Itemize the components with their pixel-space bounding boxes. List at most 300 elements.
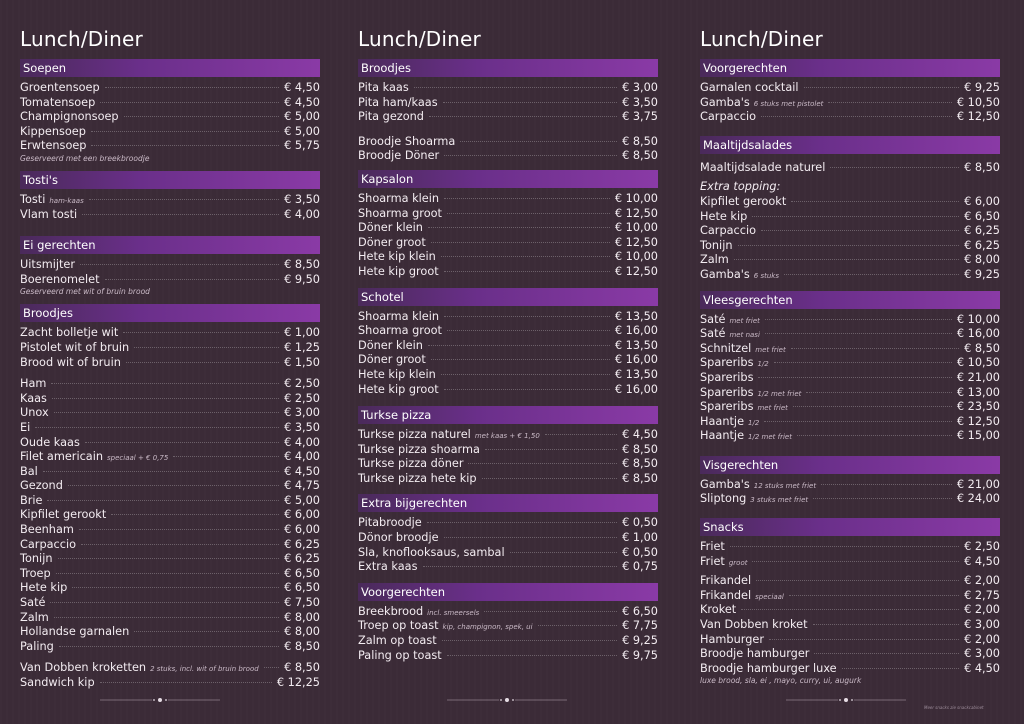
menu-items <box>358 81 658 125</box>
dot-leader <box>468 463 617 464</box>
menu-column-1 <box>20 0 320 691</box>
item-note: met friet <box>729 316 760 325</box>
dot-leader <box>538 625 618 626</box>
item-price: € 10,00 <box>614 221 658 235</box>
menu-column-2 <box>358 0 658 663</box>
menu-items <box>700 574 1000 676</box>
menu-item <box>20 523 320 538</box>
dot-leader <box>444 155 617 156</box>
section-header: Tosti's <box>20 171 320 189</box>
section-note: luxe brood, sla, ei , mayo, curry, ui, augurk <box>700 676 862 686</box>
item-name: Sandwich kip <box>20 676 95 689</box>
item-price: € 10,50 <box>956 356 1000 370</box>
item-price: € 3,00 <box>964 618 1000 632</box>
menu-item <box>20 596 320 611</box>
item-price: € 10,00 <box>614 191 658 205</box>
item-price: € 10,00 <box>614 250 658 264</box>
item-price: € 6,00 <box>284 523 320 537</box>
dot-leader <box>828 102 952 103</box>
item-price: € 12,50 <box>614 206 658 220</box>
item-name: Zalm <box>700 253 729 267</box>
item-note: met kaas + € 1,50 <box>474 432 540 441</box>
dot-leader <box>82 214 279 215</box>
dot-leader <box>443 102 617 103</box>
section-header: Voorgerechten <box>700 59 1000 77</box>
menu-items <box>358 428 658 486</box>
ornament-divider <box>786 697 906 703</box>
item-price: € 1,25 <box>284 340 320 354</box>
dot-leader <box>35 427 279 428</box>
item-name: Groentensoep <box>20 81 100 94</box>
dot-leader <box>460 141 617 142</box>
item-name: Ham <box>20 377 47 391</box>
item-price: € 8,00 <box>284 625 320 639</box>
item-price: € 6,00 <box>964 194 1000 208</box>
item-name: Döner groot <box>358 353 426 367</box>
item-price: € 8,50 <box>284 258 320 272</box>
dot-leader <box>444 389 610 390</box>
item-price: € 6,50 <box>284 566 320 580</box>
section-note: Geserveerd met wit of bruin brood <box>20 287 150 297</box>
menu-item <box>20 508 320 523</box>
menu-item <box>700 161 1000 176</box>
menu-item <box>358 546 658 561</box>
item-price: € 21,00 <box>956 370 1000 384</box>
menu-items <box>700 540 1000 569</box>
menu-item <box>20 341 320 356</box>
dot-leader <box>444 316 610 317</box>
item-price: € 3,00 <box>964 647 1000 661</box>
dot-leader <box>758 377 951 378</box>
menu-items <box>20 377 320 654</box>
dot-leader <box>80 264 279 265</box>
item-price: € 4,50 <box>284 81 320 94</box>
item-price: € 1,00 <box>622 531 658 545</box>
item-price: € 2,00 <box>964 603 1000 617</box>
dot-leader <box>482 478 617 479</box>
dot-leader <box>427 522 617 523</box>
menu-item <box>700 195 1000 210</box>
dot-leader <box>126 362 279 363</box>
item-price: € 7,75 <box>622 619 658 633</box>
dot-leader <box>85 442 279 443</box>
item-name: Ei <box>20 420 31 434</box>
item-name: Döner klein <box>358 221 423 235</box>
item-name: Uitsmijter <box>20 258 76 272</box>
menu-item <box>358 368 658 383</box>
menu-item <box>358 110 658 125</box>
item-price: € 6,25 <box>964 224 1000 238</box>
menu-item <box>358 250 658 265</box>
item-name: Hollandse garnalen <box>20 625 130 639</box>
menu-items <box>700 161 1000 176</box>
dot-leader <box>765 333 952 334</box>
menu-item <box>700 313 1000 328</box>
item-price: € 5,00 <box>284 493 320 507</box>
item-price: € 3,50 <box>622 95 658 109</box>
dot-leader <box>56 573 279 574</box>
item-price: € 8,00 <box>284 610 320 624</box>
item-name: Zalm <box>20 610 49 624</box>
item-price: € 15,00 <box>956 429 1000 443</box>
menu-item <box>700 540 1000 555</box>
item-name: Kipfilet gerookt <box>700 194 787 208</box>
dot-leader <box>484 611 617 612</box>
item-note: groot <box>728 558 748 567</box>
item-name: Bal <box>20 464 38 478</box>
dot-leader <box>429 116 617 117</box>
menu-items <box>20 81 320 154</box>
dot-leader <box>47 500 279 501</box>
menu-items <box>20 193 320 222</box>
section-vleesgerechten <box>700 291 1000 444</box>
item-price: € 8,50 <box>964 341 1000 355</box>
item-name: Haantje <box>700 429 745 443</box>
item-name: Kippensoep <box>20 124 86 138</box>
item-price: € 9,75 <box>622 648 658 662</box>
menu-item <box>20 273 320 288</box>
dot-leader <box>756 580 959 581</box>
dot-leader <box>804 87 960 88</box>
item-name: Kaas <box>20 391 47 405</box>
dot-leader <box>431 359 610 360</box>
item-price: € 4,50 <box>622 428 658 442</box>
item-name: Unox <box>20 406 49 420</box>
menu-item <box>358 353 658 368</box>
item-name: Paling <box>20 639 54 653</box>
dot-leader <box>830 167 959 168</box>
item-price: € 13,00 <box>956 385 1000 399</box>
dot-leader <box>50 602 279 603</box>
item-name: Oude kaas <box>20 435 80 449</box>
item-name: Extra kaas <box>358 560 418 574</box>
dot-leader <box>741 609 959 610</box>
section-kapsalon <box>358 170 658 280</box>
menu-item <box>358 324 658 339</box>
menu-item <box>700 327 1000 342</box>
dot-leader <box>54 617 279 618</box>
menu-item <box>700 574 1000 589</box>
dot-leader <box>764 421 952 422</box>
menu-item <box>20 479 320 494</box>
section-broodjes-2 <box>358 59 658 164</box>
menu-item <box>358 443 658 458</box>
item-note: 6 stuks met pistolet <box>753 99 824 108</box>
item-name: Döner groot <box>358 235 426 249</box>
item-name: Saté <box>20 596 46 610</box>
item-price: € 12,50 <box>956 414 1000 428</box>
section-voorgerechten <box>700 59 1000 125</box>
item-name: Boerenomelet <box>20 272 100 286</box>
item-price: € 24,00 <box>956 492 1000 506</box>
item-name: Broodje Shoarma <box>358 134 456 148</box>
menu-items <box>358 135 658 164</box>
item-price: € 6,50 <box>964 209 1000 223</box>
dot-leader <box>81 544 279 545</box>
dot-leader <box>813 624 960 625</box>
menu-item <box>700 210 1000 225</box>
item-price: € 8,50 <box>284 639 320 653</box>
item-name: Tonijn <box>20 552 53 566</box>
spacer <box>20 654 320 661</box>
item-note: 3 stuks met friet <box>750 496 809 505</box>
item-price: € 2,75 <box>964 588 1000 602</box>
dot-leader <box>447 330 610 331</box>
dot-leader <box>51 383 279 384</box>
item-note: speciaal + € 0,75 <box>107 454 169 463</box>
section-header: Vleesgerechten <box>700 291 1000 309</box>
item-price: € 3,50 <box>284 192 320 206</box>
menu-items <box>20 661 320 690</box>
menu-item <box>20 258 320 273</box>
menu-item <box>20 611 320 626</box>
dot-leader <box>761 230 959 231</box>
menu-items <box>20 326 320 370</box>
item-name: Haantje <box>700 414 745 428</box>
item-name: Brood wit of bruin <box>20 355 121 369</box>
item-name: Troep <box>20 566 51 580</box>
menu-item <box>20 208 320 223</box>
dot-leader <box>814 653 959 654</box>
item-price: € 16,00 <box>956 327 1000 341</box>
menu-item <box>358 221 658 236</box>
item-name: Shoarma klein <box>358 309 440 323</box>
dot-leader <box>428 227 610 228</box>
item-name: Erwtensoep <box>20 139 87 153</box>
item-price: € 21,00 <box>956 477 1000 491</box>
menu-item <box>700 386 1000 401</box>
item-name: Turkse pizza hete kip <box>358 471 477 485</box>
item-note: kip, champignon, spek, ui <box>442 623 533 632</box>
item-price: € 8,50 <box>622 134 658 148</box>
menu-item <box>358 339 658 354</box>
item-name: Hete kip klein <box>358 367 436 381</box>
menu-item <box>20 465 320 480</box>
item-name: Friet <box>700 540 725 554</box>
menu-item <box>358 81 658 96</box>
item-name: Gamba's <box>700 267 750 281</box>
item-note: met nasi <box>729 331 760 340</box>
menu-item <box>700 342 1000 357</box>
item-note: ham-kaas <box>49 196 84 205</box>
dot-leader <box>173 456 279 457</box>
item-note: 6 stuks <box>753 271 779 280</box>
item-price: € 13,50 <box>614 338 658 352</box>
section-header: Voorgerechten <box>358 583 658 601</box>
dot-leader <box>793 406 952 407</box>
menu-items <box>700 81 1000 125</box>
section-broodjes <box>20 304 320 690</box>
item-price: € 16,00 <box>614 353 658 367</box>
dot-leader <box>784 274 959 275</box>
menu-item <box>700 492 1000 507</box>
dot-leader <box>423 566 618 567</box>
dot-leader <box>105 87 279 88</box>
dot-leader <box>100 102 279 103</box>
menu-items <box>700 195 1000 283</box>
section-extra-bijgerechten <box>358 494 658 574</box>
section-maaltijdsalades <box>700 136 1000 283</box>
item-price: € 16,00 <box>614 382 658 396</box>
item-name: Turkse pizza döner <box>358 457 464 471</box>
item-name: Gamba's <box>700 95 750 109</box>
item-price: € 6,00 <box>284 508 320 522</box>
item-price: € 6,25 <box>284 552 320 566</box>
menu-item <box>358 428 658 443</box>
item-name: Friet <box>700 554 725 568</box>
item-price: € 3,75 <box>622 110 658 124</box>
item-name: Saté <box>700 312 726 326</box>
item-price: € 8,50 <box>622 471 658 485</box>
item-name: Van Dobben kroket <box>700 618 808 632</box>
menu-item <box>700 253 1000 268</box>
item-name: Troep op toast <box>358 619 439 633</box>
menu-items <box>20 258 320 287</box>
menu-item <box>700 478 1000 493</box>
item-name: Pita ham/kaas <box>358 95 438 109</box>
item-name: Carpaccio <box>700 110 757 124</box>
item-price: € 2,50 <box>964 540 1000 554</box>
item-name: Garnalen cocktail <box>700 81 799 94</box>
spacer <box>358 125 658 135</box>
item-price: € 4,50 <box>284 95 320 109</box>
menu-item <box>700 633 1000 648</box>
item-name: Paling op toast <box>358 648 442 662</box>
item-note: 1/2 met friet <box>757 389 802 398</box>
dot-leader <box>752 216 959 217</box>
section-snacks <box>700 518 1000 686</box>
dot-leader <box>123 332 279 333</box>
item-name: Beenham <box>20 523 74 537</box>
item-name: Shoarma klein <box>358 191 440 205</box>
menu-item <box>700 371 1000 386</box>
item-name: Tomatensoep <box>20 95 96 109</box>
item-price: € 2,50 <box>284 377 320 391</box>
item-price: € 6,25 <box>964 238 1000 252</box>
menu-item <box>20 356 320 371</box>
section-visgerechten <box>700 456 1000 507</box>
section-header: Soepen <box>20 59 320 77</box>
item-price: € 2,50 <box>284 391 320 405</box>
dot-leader <box>545 434 617 435</box>
item-name: Hete kip klein <box>358 250 436 264</box>
item-price: € 8,50 <box>622 442 658 456</box>
menu-item <box>700 268 1000 283</box>
dot-leader <box>441 374 610 375</box>
menu-item <box>358 560 658 575</box>
section-header: Schotel <box>358 288 658 306</box>
section-turkse-pizza <box>358 406 658 486</box>
menu-item <box>700 110 1000 125</box>
item-name: Turkse pizza shoarma <box>358 442 480 456</box>
menu-item <box>20 406 320 421</box>
section-header: Broodjes <box>20 304 320 322</box>
dot-leader <box>134 631 279 632</box>
item-price: € 10,00 <box>956 312 1000 326</box>
item-name: Kipfilet gerookt <box>20 508 107 522</box>
item-name: Döner klein <box>358 338 423 352</box>
menu-items <box>358 605 658 663</box>
section-header: Ei gerechten <box>20 236 320 254</box>
dot-leader <box>414 87 617 88</box>
dot-leader <box>842 668 959 669</box>
item-price: € 9,50 <box>284 272 320 286</box>
item-name: Carpaccio <box>700 224 757 238</box>
item-price: € 4,50 <box>284 464 320 478</box>
section-voorgerechten-2 <box>358 583 658 663</box>
section-header: Extra bijgerechten <box>358 494 658 512</box>
section-schotel <box>358 288 658 398</box>
item-name: Frikandel <box>700 588 752 602</box>
item-name: Broodje hamburger luxe <box>700 661 837 675</box>
item-price: € 10,50 <box>956 95 1000 109</box>
item-note: 1/2 <box>748 418 760 427</box>
dot-leader <box>91 131 279 132</box>
item-name: Kroket <box>700 603 737 617</box>
menu-item <box>358 383 658 398</box>
item-name: Pitabroodje <box>358 516 422 530</box>
item-name: Spareribs <box>700 400 754 414</box>
dot-leader <box>54 412 279 413</box>
item-price: € 5,00 <box>284 110 320 124</box>
dot-leader <box>68 485 279 486</box>
item-note: incl. smeersels <box>427 608 480 617</box>
item-name: Zacht bolletje wit <box>20 326 119 340</box>
item-name: Pita gezond <box>358 110 424 124</box>
item-price: € 3,00 <box>622 81 658 94</box>
menu-item <box>700 415 1000 430</box>
dot-leader <box>444 198 610 199</box>
menu-item <box>20 193 320 208</box>
item-price: € 9,25 <box>622 634 658 648</box>
item-price: € 5,00 <box>284 124 320 138</box>
section-header: Visgerechten <box>700 456 1000 474</box>
section-tosti <box>20 171 320 222</box>
menu-item <box>20 567 320 582</box>
menu-item <box>20 326 320 341</box>
menu-item <box>20 377 320 392</box>
menu-item <box>358 605 658 620</box>
item-name: Hete kip groot <box>358 382 439 396</box>
item-name: Brie <box>20 493 43 507</box>
dot-leader <box>510 552 617 553</box>
item-price: € 8,50 <box>964 160 1000 174</box>
item-name: Shoarma groot <box>358 324 442 338</box>
menu-item <box>358 457 658 472</box>
menu-item <box>358 516 658 531</box>
dot-leader <box>100 682 272 683</box>
dot-leader <box>797 435 952 436</box>
section-header: Broodjes <box>358 59 658 77</box>
menu-item <box>700 589 1000 604</box>
menu-item <box>20 581 320 596</box>
item-name: Broodje hamburger <box>700 647 810 661</box>
menu-item <box>700 81 1000 96</box>
item-price: € 0,50 <box>622 516 658 530</box>
item-note: speciaal <box>755 592 784 601</box>
extra-topping-label: Extra topping: <box>700 180 781 194</box>
item-name: Spareribs <box>700 370 754 384</box>
menu-items <box>700 478 1000 507</box>
menu-item <box>20 436 320 451</box>
item-price: € 1,00 <box>284 326 320 340</box>
item-name: Hete kip <box>700 209 748 223</box>
item-price: € 0,50 <box>622 545 658 559</box>
dot-leader <box>791 201 959 202</box>
item-price: € 5,75 <box>284 139 320 153</box>
item-price: € 8,50 <box>622 457 658 471</box>
menu-item <box>358 96 658 111</box>
